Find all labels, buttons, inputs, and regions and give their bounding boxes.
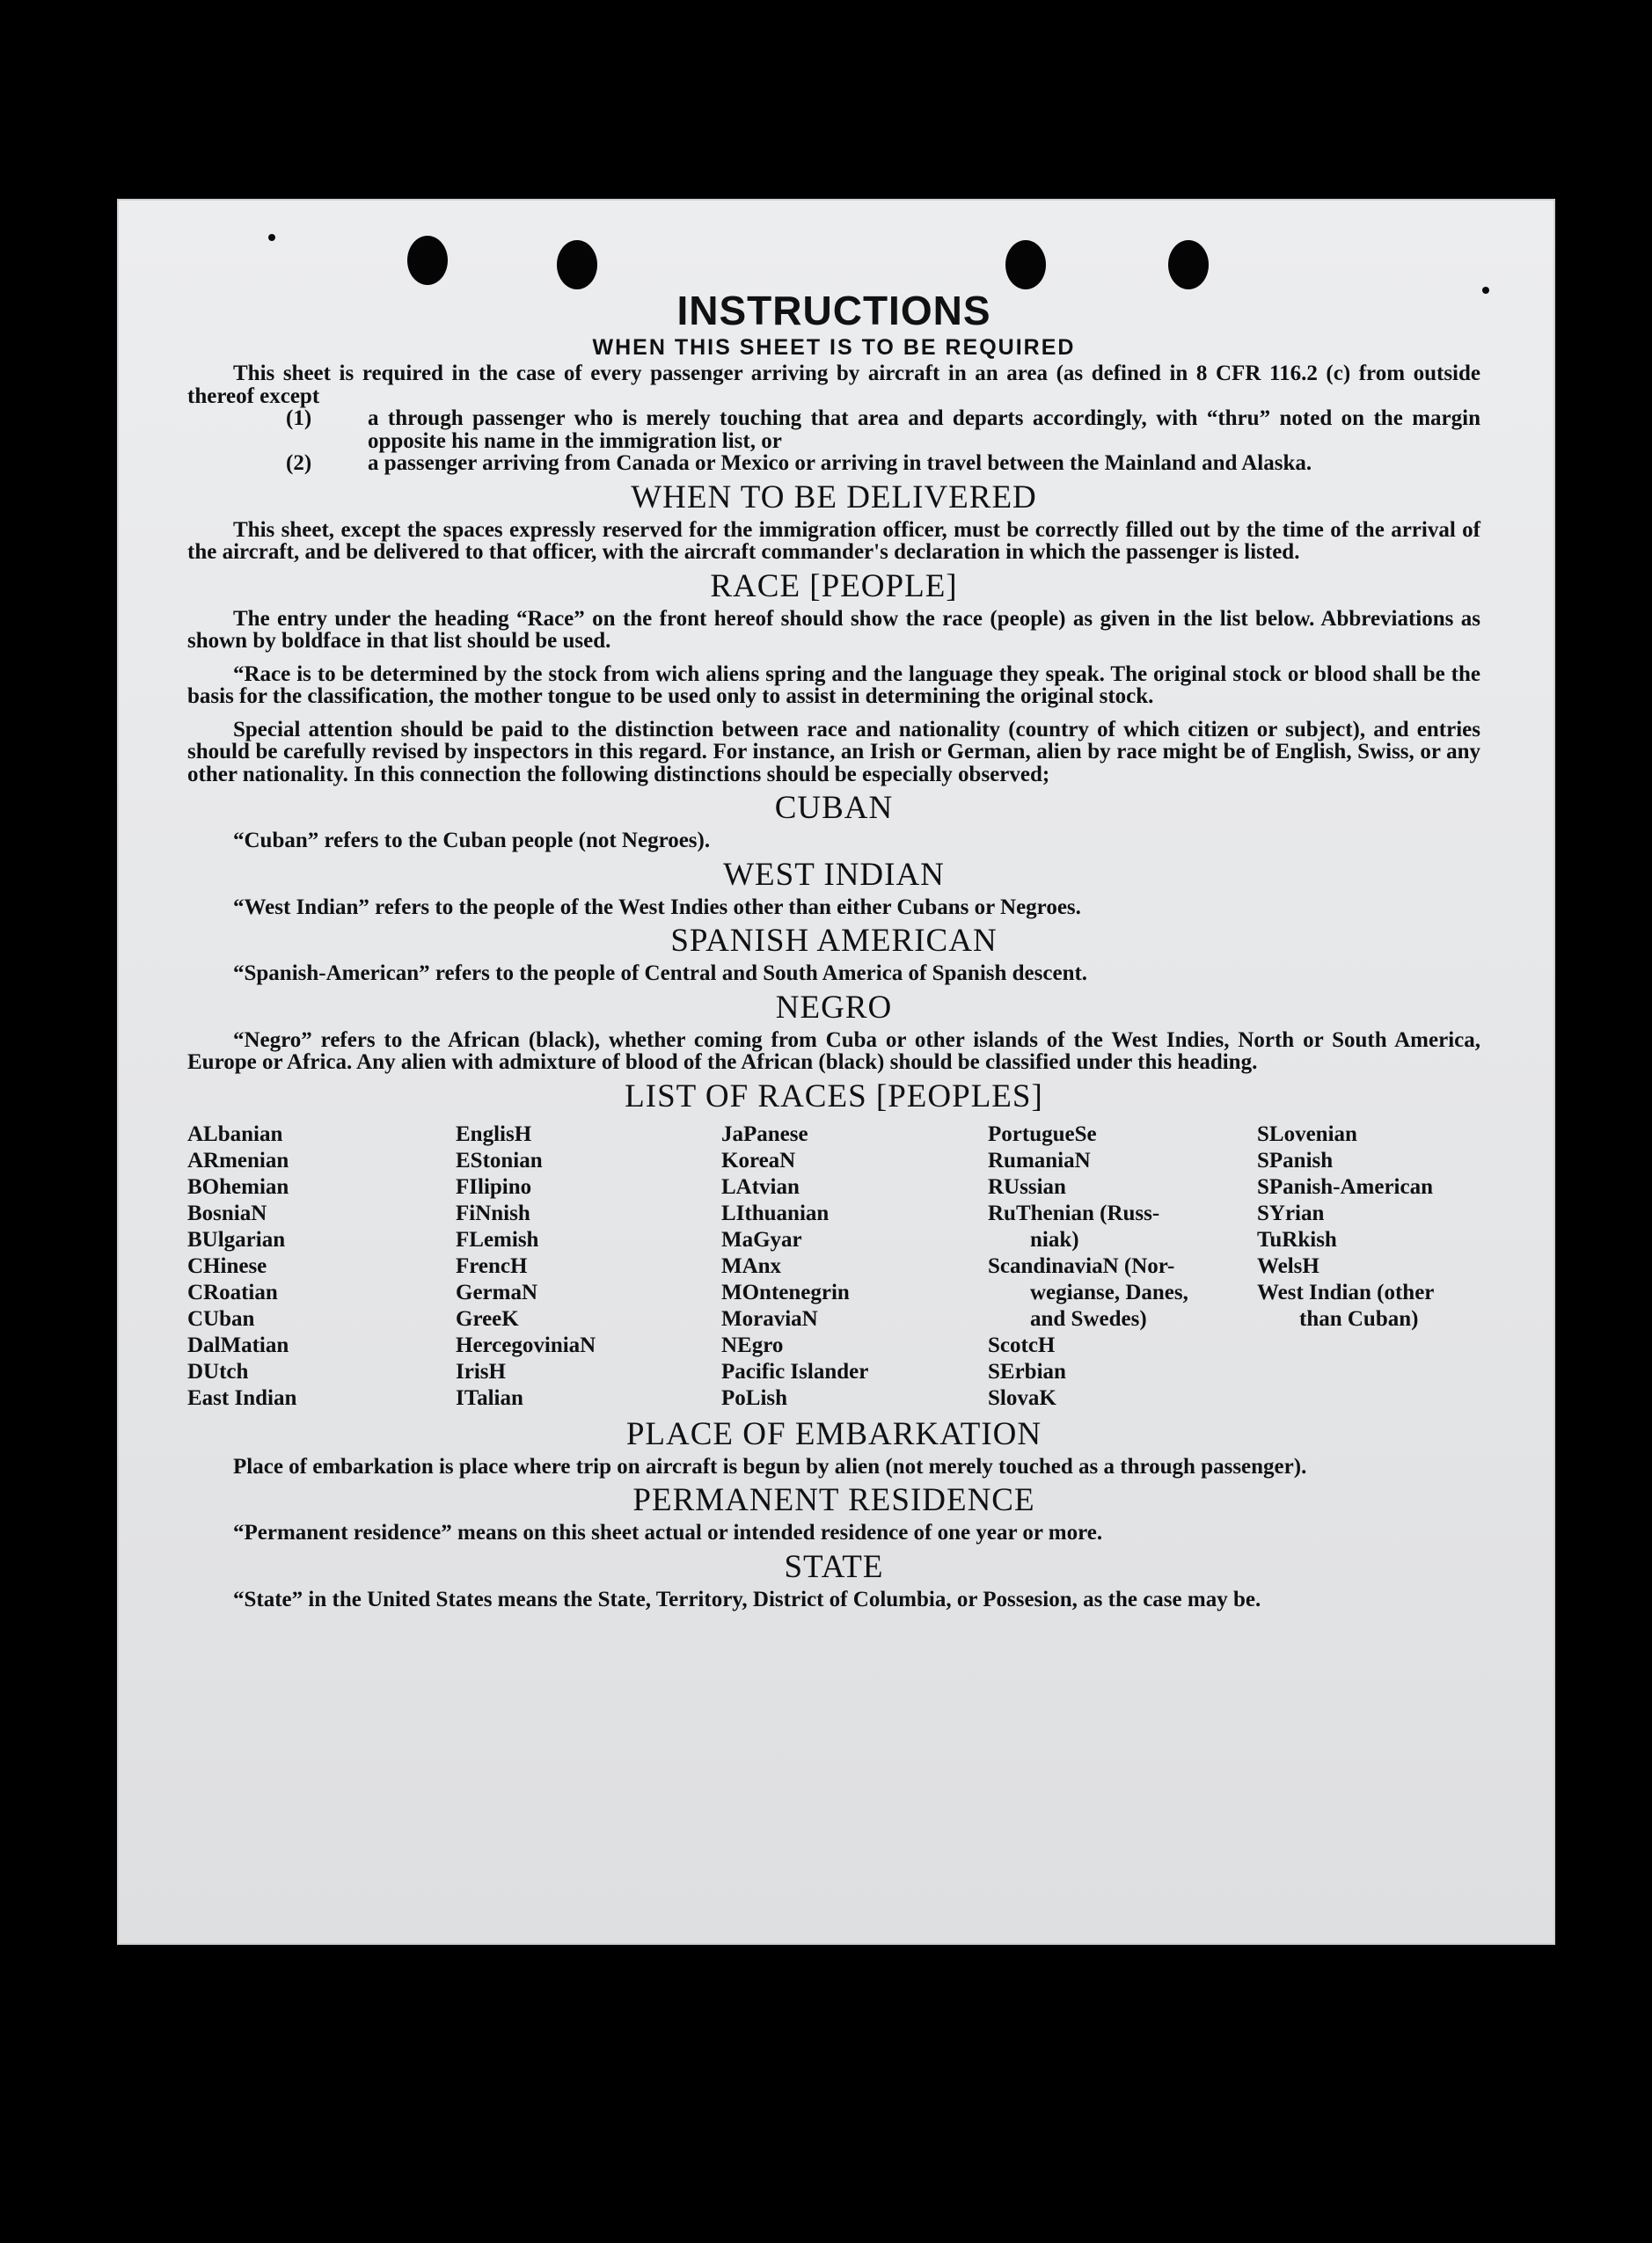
race-item: IrisH — [456, 1359, 506, 1384]
race-item: BosniaN — [187, 1201, 267, 1225]
race-item: BUlgarian — [187, 1227, 286, 1252]
exception-item — [187, 407, 1480, 452]
section-text: Special attention should be paid to the distinction between race and nationality (country of which citizen or subject), and entries should be carefully revised by inspectors in this regard. For instance, an Irish or German, alien by race might be of English, Swiss, or any other nationality. In this connection the following distinctions should be especially observed; — [187, 717, 1480, 786]
race-item: PoLish — [721, 1385, 788, 1410]
punch-hole — [1005, 240, 1046, 289]
exception-number: (2) — [286, 451, 312, 475]
form-sheet — [117, 199, 1555, 1945]
section-heading: CUBAN — [774, 790, 894, 826]
race-item: ALbanian — [187, 1122, 283, 1146]
punch-hole — [1168, 240, 1209, 289]
section-text: “Spanish-American” refers to the people of Central and South America of Spanish descent. — [233, 961, 1088, 985]
race-item: JaPanese — [721, 1122, 808, 1146]
ink-speck — [268, 234, 275, 241]
race-item: WelsH — [1257, 1253, 1319, 1278]
section-heading: LIST OF RACES [PEOPLES] — [625, 1078, 1043, 1114]
race-item: ARmenian — [187, 1148, 289, 1173]
race-item: SlovaK — [988, 1385, 1056, 1410]
race-item: SLovenian — [1257, 1122, 1357, 1146]
instructions-body — [187, 287, 1480, 1611]
race-column — [988, 1122, 1257, 1412]
race-item: SPanish-American — [1257, 1174, 1433, 1199]
race-item: MaGyar — [721, 1227, 802, 1252]
race-item: DalMatian — [187, 1333, 289, 1357]
race-item: West Indian (other — [1257, 1280, 1435, 1304]
punch-hole — [407, 236, 448, 285]
intro-paragraph: This sheet is required in the case of every passenger arriving by aircraft in an area (as defined in 8 CFR 116.2 (c) from outside thereof except — [187, 362, 1480, 408]
race-list — [187, 1122, 1480, 1412]
section-text: “West Indian” refers to the people of the West Indies other than either Cubans or Negroes. — [233, 895, 1081, 919]
race-item: EStonian — [456, 1148, 543, 1173]
section-heading: WHEN TO BE DELIVERED — [631, 479, 1037, 515]
punch-hole — [557, 240, 597, 289]
race-item: ScotcH — [988, 1333, 1056, 1357]
race-item: TuRkish — [1257, 1227, 1337, 1252]
race-item: LAtvian — [721, 1174, 800, 1199]
race-item-continuation: and Swedes) — [1030, 1306, 1147, 1331]
race-item: CUban — [187, 1306, 255, 1331]
race-item: DUtch — [187, 1359, 249, 1384]
ink-speck — [1482, 287, 1489, 294]
race-item: FIlipino — [456, 1174, 532, 1199]
exception-text: a through passenger who is merely touching that area and departs accordingly, with “thru” noted on the margin opposite his name in the immigration list, or — [368, 406, 1480, 453]
race-item: MOntenegrin — [721, 1280, 850, 1304]
section-heading: WEST INDIAN — [723, 856, 945, 893]
race-item: FLemish — [456, 1227, 539, 1252]
race-item: LIthuanian — [721, 1201, 830, 1225]
race-item: East Indian — [187, 1385, 297, 1410]
race-item: FiNnish — [456, 1201, 530, 1225]
race-item: ITalian — [456, 1385, 523, 1410]
section-heading: STATE — [784, 1548, 884, 1585]
race-column — [456, 1122, 721, 1412]
page-subtitle: WHEN THIS SHEET IS TO BE REQUIRED — [592, 335, 1076, 360]
race-item: RUssian — [988, 1174, 1066, 1199]
race-item: RuThenian (Russ- — [988, 1201, 1160, 1225]
section-heading: SPANISH AMERICAN — [670, 923, 998, 959]
race-item: SPanish — [1257, 1148, 1334, 1173]
race-item: GermaN — [456, 1280, 538, 1304]
race-item: FrencH — [456, 1253, 528, 1278]
section-text: “Cuban” refers to the Cuban people (not Negroes). — [233, 829, 711, 852]
race-item: ScandinaviaN (Nor- — [988, 1253, 1175, 1278]
section-text: “Negro” refers to the African (black), whether coming from Cuba or other islands of the West Indies, North or South America, Europe or Africa. Any alien with admixture of blood of the African (black) should be classified under this heading. — [187, 1027, 1480, 1074]
exception-item — [187, 452, 1480, 475]
race-item: MoraviaN — [721, 1306, 818, 1331]
section-text: This sheet, except the spaces expressly reserved for the immigration officer, must be correctly filled out by the time of the arrival of the aircraft, and be delivered to that officer, with the aircraft commander's declaration in which the passenger is listed. — [187, 517, 1480, 564]
race-item: SYrian — [1257, 1201, 1325, 1225]
race-item-continuation: niak) — [1030, 1227, 1079, 1252]
race-item: Pacific Islander — [721, 1359, 869, 1384]
section-text: “Race is to be determined by the stock from wich aliens spring and the language they speak. The original stock or blood shall be the basis for the classification, the mother tongue to be used only to assist in determining the original stock. — [187, 661, 1480, 708]
race-item: HercegoviniaN — [456, 1333, 596, 1357]
section-heading: RACE [PEOPLE] — [710, 567, 958, 604]
race-item: SErbian — [988, 1359, 1066, 1384]
exception-number: (1) — [286, 406, 312, 430]
race-item: EnglisH — [456, 1122, 532, 1146]
race-item-continuation: wegianse, Danes, — [1030, 1280, 1188, 1304]
race-item: CHinese — [187, 1253, 267, 1278]
race-item: MAnx — [721, 1253, 782, 1278]
race-item: KoreaN — [721, 1148, 796, 1173]
section-heading: NEGRO — [775, 989, 893, 1026]
section-text: The entry under the heading “Race” on the front hereof should show the race (people) as given in the list below. Abbreviations as shown by boldface in that list should be used. — [187, 606, 1480, 653]
section-heading: PLACE OF EMBARKATION — [625, 1415, 1042, 1452]
race-item: CRoatian — [187, 1280, 278, 1304]
section-text: Place of embarkation is place where trip on aircraft is begun by alien (not merely touched as a through passenger). — [233, 1454, 1307, 1479]
section-text: “State” in the United States means the State, Territory, District of Columbia, or Possesion, as the case may be. — [233, 1587, 1261, 1611]
page-title: INSTRUCTIONS — [676, 288, 991, 333]
race-column — [721, 1122, 988, 1412]
race-item-continuation: than Cuban) — [1299, 1306, 1419, 1331]
race-item: RumaniaN — [988, 1148, 1091, 1173]
race-column — [187, 1122, 456, 1412]
race-item: NEgro — [721, 1333, 784, 1357]
exception-text: a passenger arriving from Canada or Mexico or arriving in travel between the Mainland and Alaska. — [368, 451, 1312, 475]
race-column — [1257, 1122, 1480, 1412]
race-item: GreeK — [456, 1306, 519, 1331]
race-item: PortugueSe — [988, 1122, 1097, 1146]
section-text: “Permanent residence” means on this sheet actual or intended residence of one year or more. — [233, 1521, 1103, 1545]
section-heading: PERMANENT RESIDENCE — [632, 1482, 1035, 1518]
race-item: BOhemian — [187, 1174, 289, 1199]
